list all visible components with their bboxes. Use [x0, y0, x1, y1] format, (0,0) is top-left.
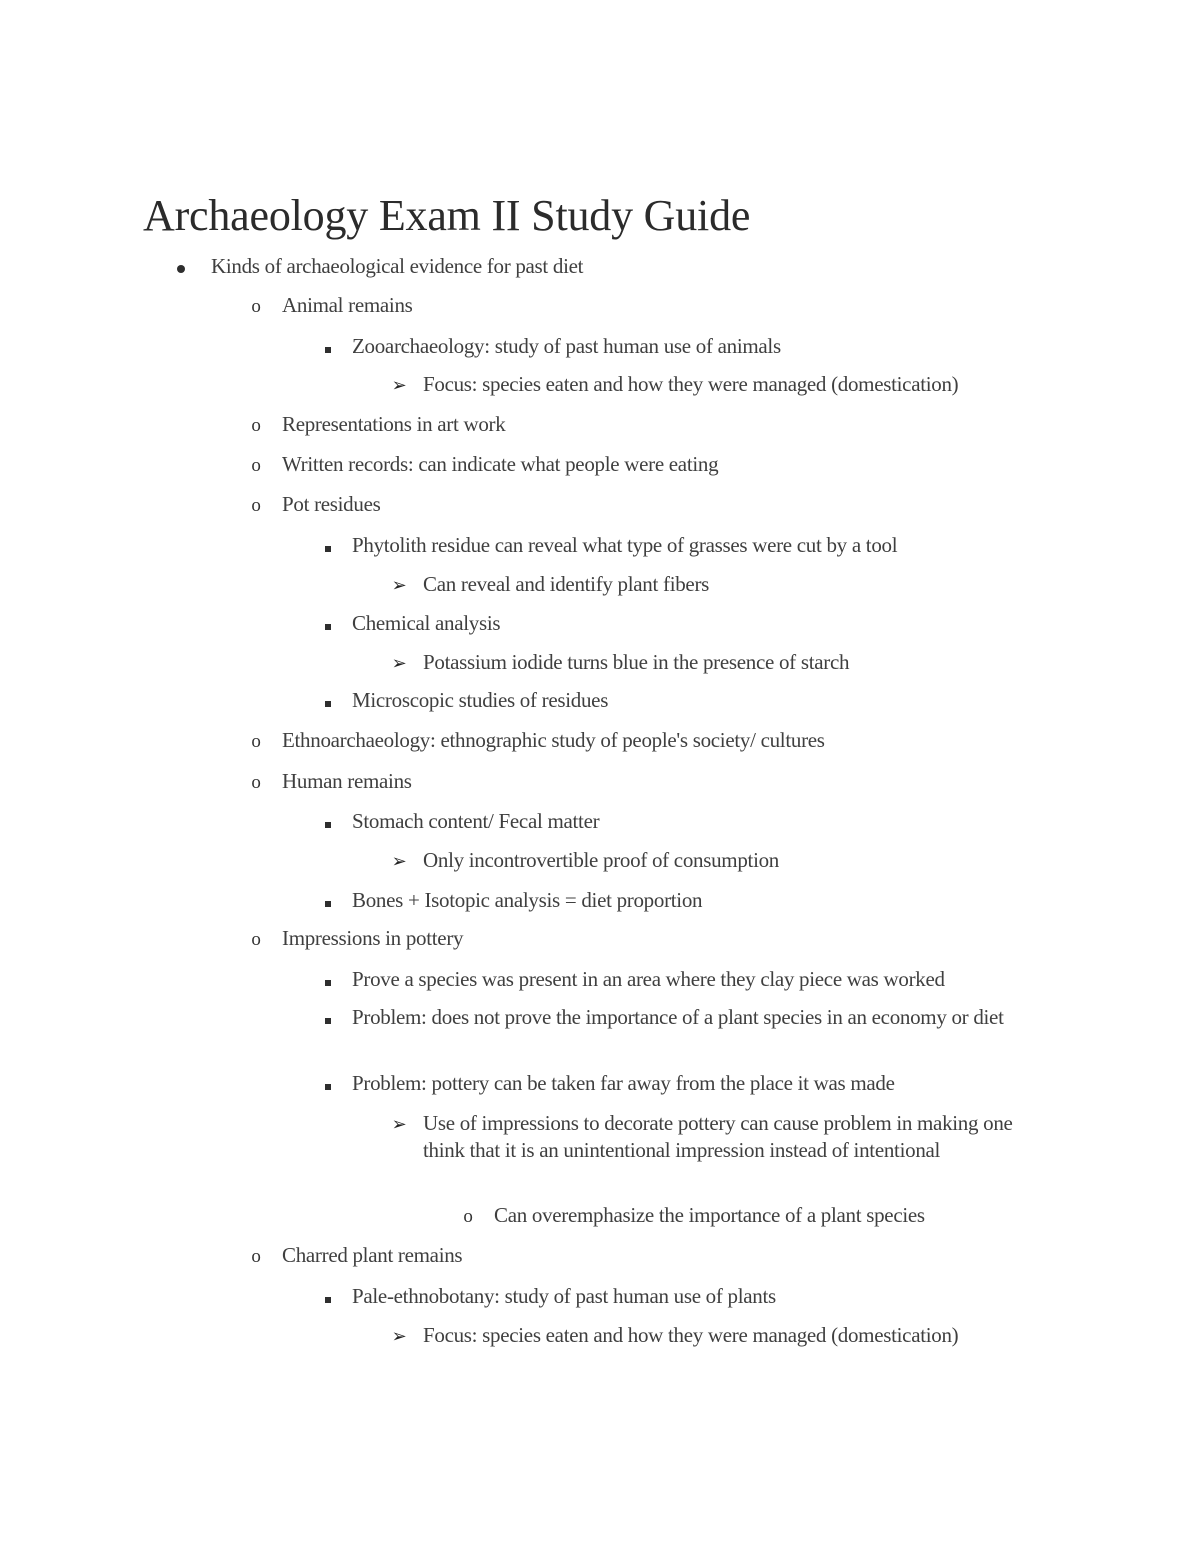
list-item-text: Ethnoarchaeology: ethnographic study of people's society/ cultures: [282, 728, 825, 752]
list-item: [391, 649, 1053, 676]
bullet-square-icon: [318, 1070, 338, 1097]
bullet-square-icon: [318, 887, 338, 914]
list-item-text: Use of impressions to decorate pottery can cause problem in making one think that it is an unintentional impression instead of intentional: [423, 1111, 1013, 1162]
bullet-square-icon: [318, 333, 338, 360]
list-item: [391, 847, 1053, 874]
list-item: [352, 1283, 1052, 1310]
bullet-circle-icon: o: [251, 455, 261, 476]
list-item-text: Bones + Isotopic analysis = diet proportion: [352, 888, 703, 912]
list-item-text: Stomach content/ Fecal matter: [352, 809, 600, 833]
list-item: [352, 610, 1052, 637]
bullet-arrow-icon: ➢: [391, 1326, 407, 1347]
bullet-arrow-icon: ➢: [391, 575, 407, 596]
list-item: [391, 1322, 1053, 1349]
list-item: [251, 451, 1112, 478]
list-item: [251, 1242, 1112, 1269]
bullet-square-icon: [318, 610, 338, 637]
bullet-circle-icon: o: [251, 772, 261, 793]
list-item-text: Representations in art work: [282, 412, 506, 436]
list-item-text: Prove a species was present in an area where they clay piece was worked: [352, 967, 945, 991]
list-item: [463, 1202, 1054, 1229]
bullet-circle-icon: o: [251, 296, 261, 317]
list-item-text: Charred plant remains: [282, 1243, 463, 1267]
list-item: [251, 925, 1112, 952]
bullet-circle-icon: o: [251, 929, 261, 950]
list-item-text: Problem: does not prove the importance of a plant species in an economy or diet: [352, 1005, 1004, 1029]
list-item-text: Problem: pottery can be taken far away from the place it was made: [352, 1071, 895, 1095]
bullet-square-icon: [318, 966, 338, 993]
list-item: [352, 1070, 1052, 1097]
list-item: [391, 571, 1053, 598]
list-item-text: Pale-ethnobotany: study of past human use of plants: [352, 1284, 776, 1308]
bullet-circle-icon: o: [463, 1206, 473, 1227]
bullet-square-icon: [318, 808, 338, 835]
bullet-circle-icon: o: [251, 731, 261, 752]
list-item: [352, 887, 1052, 914]
bullet-circle-icon: o: [251, 495, 261, 516]
list-item: [352, 532, 1052, 559]
bullet-arrow-icon: ➢: [391, 851, 407, 872]
list-item-text: Chemical analysis: [352, 611, 501, 635]
list-item-text: Focus: species eaten and how they were managed (domestication): [423, 372, 959, 396]
list-item-text: Can reveal and identify plant fibers: [423, 572, 710, 596]
bullet-arrow-icon: ➢: [391, 1114, 407, 1135]
list-item: [251, 768, 1112, 795]
bullet-circle-icon: o: [251, 415, 261, 436]
list-item-text: Microscopic studies of residues: [352, 688, 609, 712]
list-item: [352, 1004, 1052, 1031]
list-item-text: Impressions in pottery: [282, 926, 464, 950]
list-item-text: Kinds of archaeological evidence for past diet: [211, 254, 584, 278]
bullet-square-icon: [318, 1283, 338, 1310]
list-item: [352, 333, 1052, 360]
list-item-text: Phytolith residue can reveal what type of grasses were cut by a tool: [352, 533, 898, 557]
list-item: [251, 491, 1112, 518]
bullet-dot-icon: [171, 253, 191, 280]
bullet-arrow-icon: ➢: [391, 653, 407, 674]
bullet-square-icon: [318, 532, 338, 559]
list-item-text: Animal remains: [282, 293, 413, 317]
list-item: [391, 1110, 1053, 1164]
list-item: [391, 371, 1053, 398]
bullet-square-icon: [318, 687, 338, 714]
list-item: [352, 808, 1052, 835]
list-item-text: Pot residues: [282, 492, 381, 516]
list-item: [211, 253, 1111, 280]
list-item-text: Zooarchaeology: study of past human use of animals: [352, 334, 781, 358]
list-item-text: Can overemphasize the importance of a plant species: [494, 1203, 925, 1227]
list-item-text: Human remains: [282, 769, 412, 793]
list-item-text: Potassium iodide turns blue in the presence of starch: [423, 650, 850, 674]
document-title: Archaeology Exam II Study Guide: [143, 191, 751, 240]
bullet-square-icon: [318, 1004, 338, 1031]
bullet-circle-icon: o: [251, 1246, 261, 1267]
list-item-text: Only incontrovertible proof of consumption: [423, 848, 779, 872]
list-item: [251, 727, 1112, 754]
list-item: [352, 687, 1052, 714]
bullet-arrow-icon: ➢: [391, 375, 407, 396]
list-item-text: Focus: species eaten and how they were managed (domestication): [423, 1323, 959, 1347]
list-item: [251, 411, 1112, 438]
list-item-text: Written records: can indicate what people were eating: [282, 452, 719, 476]
list-item: [352, 966, 1052, 993]
list-item: [251, 292, 1112, 319]
